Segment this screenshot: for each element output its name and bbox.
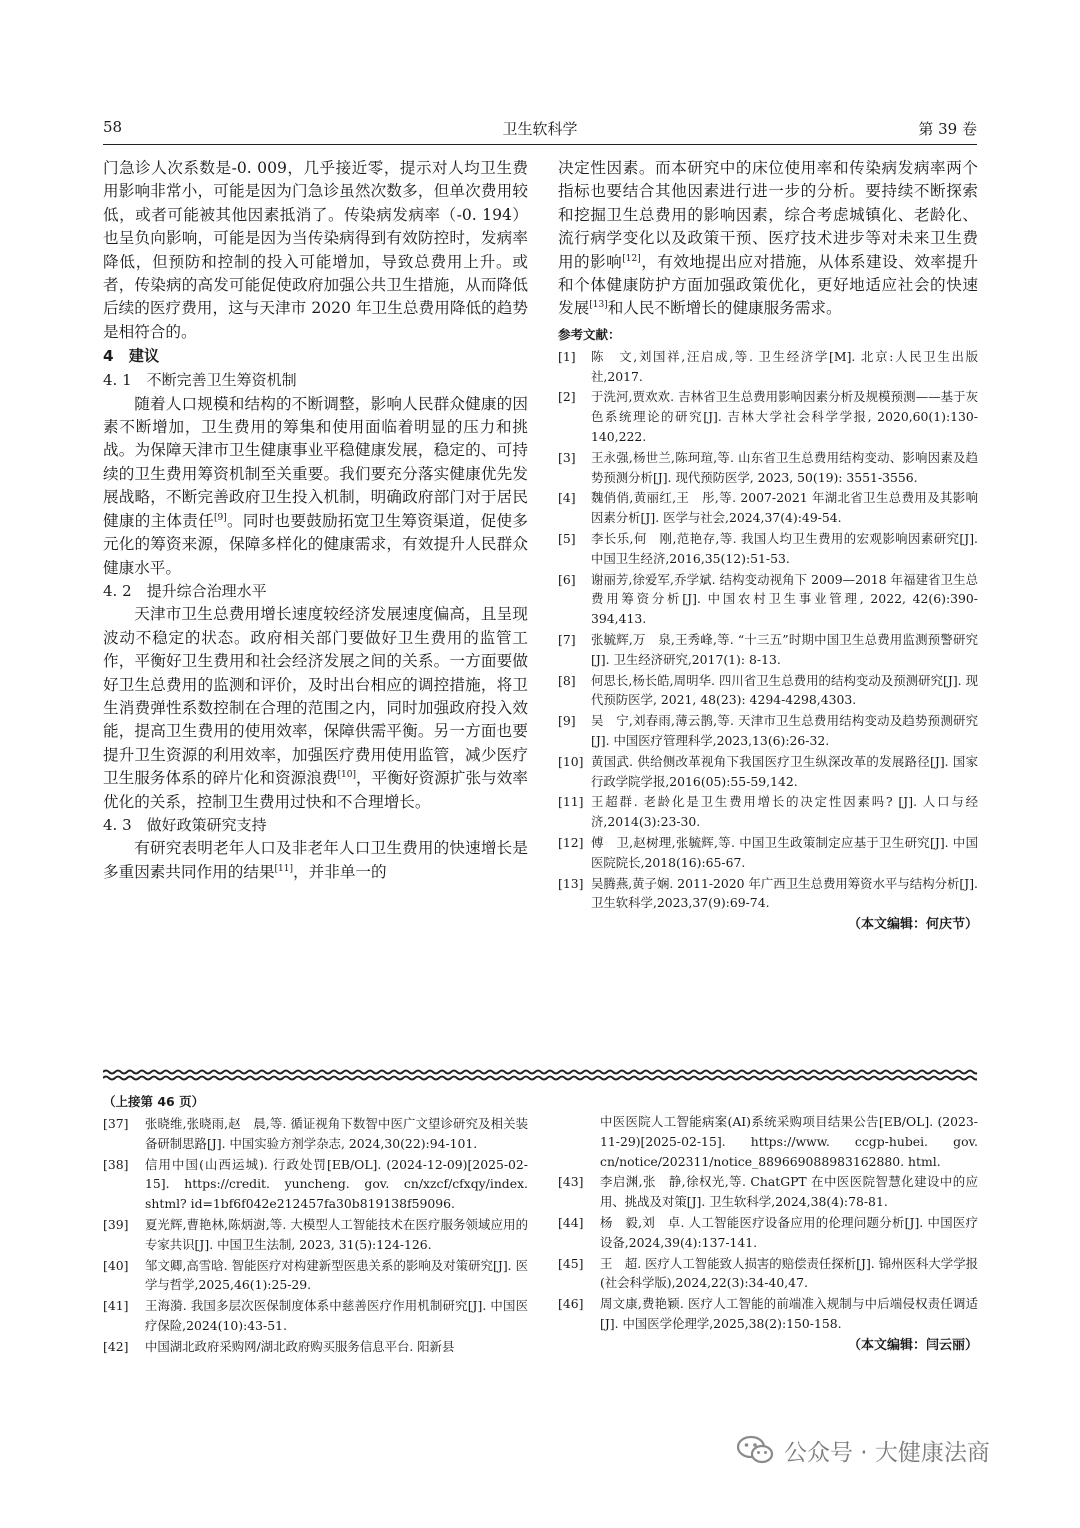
reference-item bbox=[103, 1155, 528, 1214]
reference-list bbox=[558, 1112, 978, 1334]
reference-number: [37] bbox=[103, 1116, 129, 1131]
paragraph: 门急诊人次系数是-0. 009，几乎接近零，提示对人均卫生费用影响非常小，可能是因为门急诊虽然次数多，但单次费用较低，或者可能被其他因素抵消了。传染病发病率（-0. 194）也呈负向影响，可能是因为当传染病得到有效防控时，发病率降低，但预防和控制的投入可能增加，导致总费用上升。或者，传染病的高发可能促使政府加强公共卫生措施，从而降低后续的医疗费用，这与天津市 2020 年卫生总费用降低的趋势是相符合的。 bbox=[103, 159, 528, 341]
reference-number: [44] bbox=[558, 1214, 584, 1230]
reference-item bbox=[103, 1215, 528, 1255]
reference-number: [45] bbox=[558, 1255, 584, 1271]
reference-number: [8] bbox=[558, 672, 576, 688]
references-heading: 参考文献： bbox=[558, 326, 621, 342]
bottom-left-column bbox=[103, 1092, 528, 1422]
reference-text: 杨 毅,刘 卓. 人工智能医疗设备应用的伦理问题分析[J]. 中国医疗设备,2024,39(4):137-141. bbox=[600, 1214, 978, 1250]
reference-number: [1] bbox=[558, 348, 576, 364]
reference-text: 陈 文,刘国祥,汪启成,等. 卫生经济学[M]. 北京:人民卫生出版社,2017. bbox=[591, 348, 978, 384]
reference-item bbox=[558, 1172, 978, 1212]
reference-number: [11] bbox=[558, 794, 584, 810]
subsection-heading: 4. 3 做好政策研究支持 bbox=[103, 815, 267, 834]
reference-text: 谢丽芳,徐爱军,乔学斌. 结构变动视角下 2009—2018 年福建省卫生总费用筹资分析[J]. 中国农村卫生事业管理, 2022, 42(6):390-394,413. bbox=[591, 571, 978, 627]
watermark-text: 公众号 · 大健康法商 bbox=[784, 1439, 990, 1466]
reference-number: [46] bbox=[558, 1296, 584, 1312]
reference-number: [41] bbox=[103, 1298, 129, 1314]
reference-text: 张毓辉,万 泉,王秀峰,等. “十三五”时期中国卫生总费用监测预警研究[J]. 卫生经济研究,2017(1): 8-13. bbox=[591, 632, 978, 667]
reference-item bbox=[558, 833, 978, 873]
reference-text: 中国湖北政府采购网/湖北政府购买服务信息平台. 阳新县 bbox=[145, 1338, 455, 1354]
reference-item bbox=[558, 671, 978, 711]
reference-item bbox=[558, 570, 978, 629]
reference-item bbox=[558, 792, 978, 832]
wechat-icon bbox=[736, 1435, 774, 1465]
reference-item bbox=[558, 448, 978, 488]
reference-text: 李启渊,张 静,徐权光,等. ChatGPT 在中医医院智慧化建设中的应用、挑战及对策[J]. 卫生软科学,2024,38(4):78-81. bbox=[600, 1174, 978, 1210]
watermark bbox=[736, 1430, 990, 1470]
reference-number: [7] bbox=[558, 632, 576, 647]
reference-text: 王 超. 医疗人工智能致人损害的赔偿责任探析[J]. 锦州医科大学学报(社会科学版),2024,22(3):34-40,47. bbox=[600, 1255, 978, 1291]
reference-text: 于洗河,贾欢欢. 吉林省卫生总费用影响因素分析及规模预测——基于灰色系统理论的研究[J]. 吉林大学社会科学学报, 2020,60(1):130-140,222. bbox=[591, 389, 978, 445]
citation: [12] bbox=[622, 253, 641, 264]
subsection-heading: 4. 2 提升综合治理水平 bbox=[103, 581, 267, 600]
citation: [9] bbox=[213, 512, 227, 523]
reference-item bbox=[103, 1296, 528, 1336]
page-header bbox=[103, 118, 977, 144]
reference-item bbox=[103, 1114, 528, 1154]
reference-number: [5] bbox=[558, 531, 576, 547]
continued-note: （上接第 46 页） bbox=[103, 1094, 205, 1109]
reference-item bbox=[103, 1337, 528, 1357]
reference-text: 王海漪. 我国多层次医保制度体系中慈善医疗作用机制研究[J]. 中国医疗保险,2024(10):43-51. bbox=[145, 1298, 528, 1333]
citation: [13] bbox=[589, 300, 608, 311]
editor-credit: （本文编辑：闫云丽） bbox=[847, 1337, 978, 1353]
reference-text: 张晓维,张晓雨,赵 晨,等. 循证视角下数智中医广文望诊研究及相关装备研制思路[J]. 中国实验方剂学杂志, 2024,30(22):94-101. bbox=[145, 1116, 528, 1151]
reference-item bbox=[558, 1254, 978, 1294]
bottom-right-column bbox=[558, 1112, 978, 1422]
reference-number: [43] bbox=[558, 1174, 584, 1190]
page-number: 58 bbox=[103, 118, 123, 136]
reference-number: [40] bbox=[103, 1257, 129, 1273]
reference-item bbox=[558, 874, 978, 914]
reference-text: 邹文卿,高雪晗. 智能医疗对构建新型医患关系的影响及对策研究[J]. 医学与哲学,2025,46(1):25-29. bbox=[145, 1257, 528, 1293]
reference-text: 魏俏俏,黄丽红,王 彤,等. 2007-2021 年湖北省卫生总费用及其影响因素分析[J]. 医学与社会,2024,37(4):49-54. bbox=[591, 490, 978, 526]
left-column bbox=[103, 157, 528, 1057]
paragraph: 决定性因素。而本研究中的床位使用率和传染病发病率两个指标也要结合其他因素进行进一步的分析。要持续不断探索和挖掘卫生总费用的影响因素，综合考虑城镇化、老龄化、流行病学变化以及政策干预、医疗技术进步等对未来卫生费用的影响[12]，有效地提出应对措施，从体系建设、效率提升和个体健康防护方面加强政策优化，更好地适应社会的快速发展[13]和人民不断增长的健康服务需求。 bbox=[558, 159, 978, 318]
reference-text: 李长乐,何 刚,范艳存,等. 我国人均卫生费用的宏观影响因素研究[J]. 中国卫生经济,2016,35(12):51-53. bbox=[591, 531, 978, 566]
reference-item bbox=[558, 1294, 978, 1334]
reference-text: 何思长,杨长皓,周明华. 四川省卫生总费用的结构变动及预测研究[J]. 现代预防医学, 2021, 48(23): 4294-4298,4303. bbox=[591, 672, 978, 708]
citation: [11] bbox=[274, 863, 294, 874]
reference-number: [13] bbox=[558, 875, 584, 891]
reference-number: [4] bbox=[558, 490, 576, 506]
paragraph: 有研究表明老年人口及非老年人口卫生费用的快速增长是多重因素共同作用的结果[11]，并非单一的 bbox=[103, 839, 528, 881]
reference-item bbox=[558, 347, 978, 387]
journal-title: 卫生软科学 bbox=[502, 120, 578, 138]
reference-text: 信用中国(山西运城). 行政处罚[EB/OL]. (2024-12-09)[2025-02-15]. https://credit. yuncheng. gov. cn/xzcf/cfxqy/index. shtml? id=1bf6f042e212457fa30b819138f59096. bbox=[145, 1156, 528, 1212]
section-heading: 4 建议 bbox=[103, 347, 160, 366]
reference-number: [6] bbox=[558, 571, 576, 587]
reference-text: 夏光辉,曹艳林,陈炳澍,等. 大模型人工智能技术在医疗服务领域应用的专家共识[J]. 中国卫生法制, 2023, 31(5):124-126. bbox=[145, 1216, 528, 1252]
reference-item bbox=[558, 529, 978, 569]
reference-number: [3] bbox=[558, 449, 576, 465]
volume-label: 第 39 卷 bbox=[918, 120, 977, 138]
reference-text: 王超群. 老龄化是卫生费用增长的决定性因素吗? [J]. 人口与经济,2014(3):23-30. bbox=[591, 794, 978, 830]
reference-item bbox=[558, 1112, 978, 1171]
reference-text: 王永强,杨世兰,陈珂瑄,等. 山东省卫生总费用结构变动、影响因素及趋势预测分析[J]. 现代预防医学, 2023, 50(19): 3551-3556. bbox=[591, 449, 978, 485]
right-column bbox=[558, 157, 978, 1057]
reference-number: [10] bbox=[558, 753, 584, 769]
reference-text: 中医医院人工智能病案(AI)系统采购项目结果公告[EB/OL]. (2023-11-29)[2025-02-15]. https://www. ccgp-hubei. gov. cn/notice/202311/notice_889669088983162880. html. bbox=[600, 1114, 978, 1169]
reference-text: 周文康,费艳颖. 医疗人工智能的前端准入规制与中后端侵权责任调适[J]. 中国医学伦理学,2025,38(2):150-158. bbox=[600, 1296, 978, 1331]
paragraph: 随着人口规模和结构的不断调整，影响人民群众健康的因素不断增加，卫生费用的筹集和使用面临着明显的压力和挑战。为保障天津市卫生健康事业平稳健康发展，稳定的、可持续的卫生费用筹资机制至关重要。我们要充分落实健康优先发展战略，不断完善政府卫生投入机制，明确政府部门对于居民健康的主体责任[9]。同时也要鼓励拓宽卫生筹资渠道，促使多元化的筹资来源，保障多样化的健康需求，有效提升人民群众健康水平。 bbox=[103, 394, 528, 577]
reference-number: [9] bbox=[558, 713, 576, 729]
reference-item bbox=[558, 1213, 978, 1253]
reference-item bbox=[558, 752, 978, 792]
header-rule bbox=[103, 144, 977, 145]
reference-item bbox=[103, 1256, 528, 1296]
reference-list bbox=[103, 1114, 528, 1357]
citation: [10] bbox=[337, 769, 356, 780]
reference-list bbox=[558, 347, 978, 913]
subsection-heading: 4. 1 不断完善卫生筹资机制 bbox=[103, 371, 297, 390]
paragraph: 天津市卫生总费用增长速度较经济发展速度偏高，且呈现波动不稳定的状态。政府相关部门要做好卫生费用的监管工作，平衡好卫生费用和社会经济发展之间的关系。一方面要做好卫生总费用的监测和评价，及时出台相应的调控措施，将卫生消费弹性系数控制在合理的范围之内，同时加强政府投入效能，提高卫生费用的使用效率，保障供需平衡。另一方面也要提升卫生资源的利用效率，加强医疗费用使用监管，减少医疗卫生服务体系的碎片化和资源浪费[10]，平衡好资源扩张与效率优化的关系，控制卫生费用过快和不合理增长。 bbox=[103, 605, 528, 811]
reference-text: 吴腾燕,黄子娴. 2011-2020 年广西卫生总费用筹资水平与结构分析[J]. 卫生软科学,2023,37(9):69-74. bbox=[591, 875, 978, 911]
section-divider-wave bbox=[103, 1068, 977, 1082]
reference-text: 傅 卫,赵树理,张毓辉,等. 中国卫生政策制定应基于卫生研究[J]. 中国医院院长,2018(16):65-67. bbox=[591, 834, 978, 870]
reference-item bbox=[558, 387, 978, 446]
editor-credit: （本文编辑：何庆节） bbox=[847, 917, 978, 933]
reference-number: [39] bbox=[103, 1216, 129, 1232]
reference-number: [12] bbox=[558, 834, 584, 850]
reference-item bbox=[558, 630, 978, 670]
reference-number: [42] bbox=[103, 1338, 129, 1354]
reference-item bbox=[558, 711, 978, 751]
reference-item bbox=[558, 488, 978, 528]
reference-number: [2] bbox=[558, 389, 576, 405]
reference-text: 吴 宁,刘春雨,薄云鹊,等. 天津市卫生总费用结构变动及趋势预测研究[J]. 中国医疗管理科学,2023,13(6):26-32. bbox=[591, 713, 978, 748]
reference-number: [38] bbox=[103, 1156, 129, 1172]
reference-text: 黄国武. 供给侧改革视角下我国医疗卫生纵深改革的发展路径[J]. 国家行政学院学报,2016(05):55-59,142. bbox=[591, 753, 978, 789]
